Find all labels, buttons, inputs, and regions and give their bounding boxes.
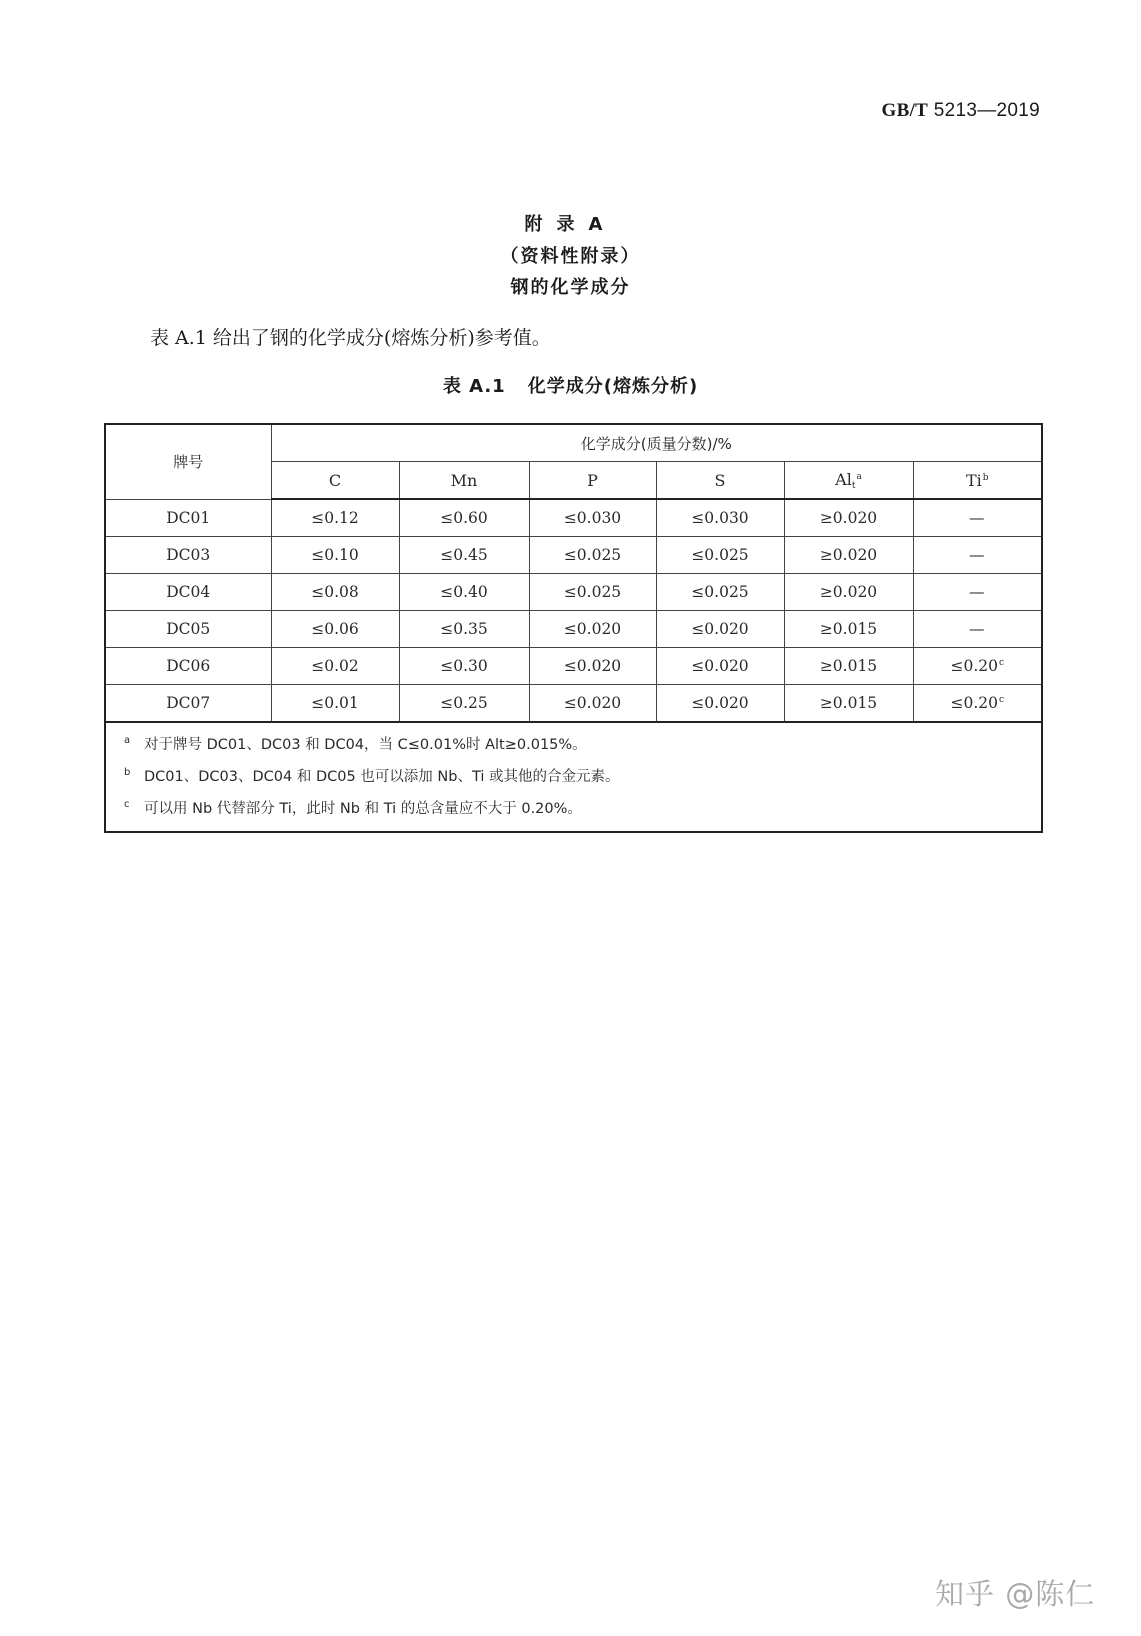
footnote-ref-b: b xyxy=(982,472,989,483)
note-mark-c: c xyxy=(124,799,130,810)
standard-prefix: GB/T xyxy=(881,100,929,121)
cell-ti: — xyxy=(913,574,1042,611)
chemical-composition-table xyxy=(104,423,1043,833)
table-note-a xyxy=(124,729,1041,761)
footnote-ref-a: a xyxy=(856,471,862,482)
cell-s: ≤0.025 xyxy=(656,574,784,611)
standard-code xyxy=(882,100,1040,122)
header-element-p: P xyxy=(529,462,656,500)
cell-grade: DC03 xyxy=(105,537,271,574)
cell-c: ≤0.12 xyxy=(271,499,399,537)
table-row xyxy=(105,574,1042,611)
cell-s: ≤0.020 xyxy=(656,685,784,723)
cell-s: ≤0.030 xyxy=(656,499,784,537)
header-row-1 xyxy=(105,424,1042,462)
header-element-mn: Mn xyxy=(399,462,529,500)
cell-grade: DC05 xyxy=(105,611,271,648)
cell-mn: ≤0.25 xyxy=(399,685,529,723)
cell-p: ≤0.025 xyxy=(529,537,656,574)
table-caption-title: 化学成分(熔炼分析) xyxy=(527,376,699,397)
header-element-al: $Al_t^a$ xyxy=(784,462,913,500)
cell-grade: DC04 xyxy=(105,574,271,611)
cell-ti: — xyxy=(913,611,1042,648)
cell-p: ≤0.020 xyxy=(529,648,656,685)
cell-p: ≤0.020 xyxy=(529,685,656,723)
table-row xyxy=(105,611,1042,648)
cell-s: ≤0.020 xyxy=(656,611,784,648)
table-row xyxy=(105,499,1042,537)
standard-number: 5213—2019 xyxy=(933,100,1040,121)
cell-c: ≤0.01 xyxy=(271,685,399,723)
table-caption-number: 表 A.1 xyxy=(442,376,506,397)
cell-p: ≤0.020 xyxy=(529,611,656,648)
zhihu-watermark: 知乎 @陈仁 xyxy=(935,1577,1096,1611)
cell-grade: DC01 xyxy=(105,499,271,537)
annex-name: 钢的化学成分 xyxy=(510,277,631,298)
cell-mn: ≤0.45 xyxy=(399,537,529,574)
cell-al: ≥0.020 xyxy=(784,499,913,537)
cell-c: ≤0.10 xyxy=(271,537,399,574)
cell-c: ≤0.06 xyxy=(271,611,399,648)
cell-ti: ≤0.20$^c$ xyxy=(913,648,1042,685)
cell-ti: — xyxy=(913,537,1042,574)
cell-grade: DC06 xyxy=(105,648,271,685)
table-note-c xyxy=(124,793,1041,825)
footnote-ref-c: c xyxy=(999,658,1005,668)
note-text-a: 对于牌号 DC01、DC03 和 DC04，当 C≤0.01%时 Alt≥0.015%。 xyxy=(144,737,587,753)
cell-al: ≥0.020 xyxy=(784,537,913,574)
annex-title: 附录A xyxy=(524,214,617,235)
cell-p: ≤0.030 xyxy=(529,499,656,537)
cell-al: ≥0.015 xyxy=(784,648,913,685)
table-caption xyxy=(0,372,1141,398)
intro-paragraph: 表 A.1 给出了钢的化学成分(熔炼分析)参考值。 xyxy=(150,327,551,349)
table-row xyxy=(105,537,1042,574)
cell-s: ≤0.020 xyxy=(656,648,784,685)
header-element-c: C xyxy=(271,462,399,500)
table-row xyxy=(105,648,1042,685)
cell-al: ≥0.020 xyxy=(784,574,913,611)
cell-mn: ≤0.30 xyxy=(399,648,529,685)
note-text-b: DC01、DC03、DC04 和 DC05 也可以添加 Nb、Ti 或其他的合金元素。 xyxy=(144,769,620,785)
cell-mn: ≤0.60 xyxy=(399,499,529,537)
footnote-ref-c: c xyxy=(999,695,1005,705)
cell-mn: ≤0.40 xyxy=(399,574,529,611)
table-row xyxy=(105,685,1042,723)
header-element-s: S xyxy=(656,462,784,500)
cell-c: ≤0.02 xyxy=(271,648,399,685)
cell-ti: — xyxy=(913,499,1042,537)
note-text-c: 可以用 Nb 代替部分 Ti，此时 Nb 和 Ti 的总含量应不大于 0.20%。 xyxy=(144,801,582,817)
cell-p: ≤0.025 xyxy=(529,574,656,611)
table-notes xyxy=(105,722,1042,832)
cell-mn: ≤0.35 xyxy=(399,611,529,648)
header-grade: 牌号 xyxy=(105,424,271,499)
table-note-b xyxy=(124,761,1041,793)
cell-s: ≤0.025 xyxy=(656,537,784,574)
header-element-ti: Ti$^b$ xyxy=(913,462,1042,500)
header-composition-group: 化学成分(质量分数)/% xyxy=(271,424,1042,462)
cell-al: ≥0.015 xyxy=(784,611,913,648)
table-notes-row xyxy=(105,722,1042,832)
cell-al: ≥0.015 xyxy=(784,685,913,723)
cell-grade: DC07 xyxy=(105,685,271,723)
note-mark-a: a xyxy=(124,735,131,746)
annex-type: （资料性附录） xyxy=(500,246,641,267)
cell-ti: ≤0.20$^c$ xyxy=(913,685,1042,723)
cell-c: ≤0.08 xyxy=(271,574,399,611)
note-mark-b: b xyxy=(124,767,131,778)
